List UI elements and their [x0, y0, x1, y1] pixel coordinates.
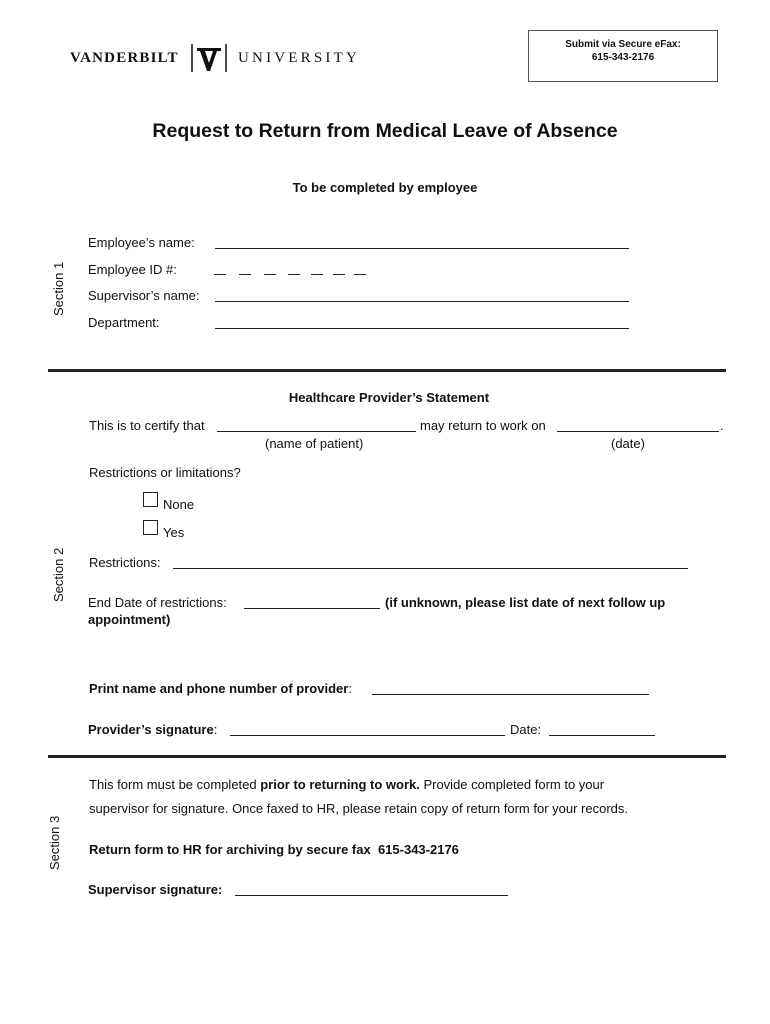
fax-info-box [528, 30, 718, 82]
employee-id-digit[interactable] [288, 274, 300, 275]
print-name-label-group [89, 681, 352, 696]
employee-id-digit[interactable] [354, 274, 366, 275]
none-option-label: None [163, 497, 195, 512]
supervisor-name-label: Supervisor’s name: [88, 288, 200, 303]
restrictions-question: Restrictions or limitations? [89, 465, 241, 480]
restrictions-field[interactable] [173, 568, 688, 569]
yes-checkbox[interactable] [143, 520, 158, 535]
provider-signature-label: Provider’s signature [88, 722, 214, 737]
print-name-colon: : [348, 681, 352, 696]
department-label: Department: [88, 315, 160, 330]
instructions-line-2: supervisor for signature. Once faxed to HR, please retain copy of return form for your records. [89, 801, 629, 816]
none-checkbox[interactable] [143, 492, 158, 507]
patient-name-field[interactable] [217, 431, 416, 432]
section-divider [48, 755, 726, 758]
instructions-line-1 [89, 777, 604, 792]
employee-id-digit[interactable] [214, 274, 226, 275]
employee-id-label: Employee ID #: [88, 262, 177, 277]
signature-label-group [88, 722, 217, 737]
end-date-note-continued: appointment) [88, 612, 171, 627]
print-name-label: Print name and phone number of provider [89, 681, 349, 696]
instructions-text: This form must be completed [89, 777, 261, 792]
employee-id-digit[interactable] [239, 274, 251, 275]
end-date-note: (if unknown, please list date of next follow up [385, 595, 666, 610]
employee-name-field[interactable] [215, 248, 629, 249]
logo-text-university: UNIVERSITY [238, 50, 360, 66]
employee-id-digit[interactable] [264, 274, 276, 275]
section1-heading: To be completed by employee [292, 180, 478, 195]
end-date-label: End Date of restrictions: [88, 595, 227, 610]
section-divider [48, 369, 726, 372]
section2-heading: Healthcare Provider’s Statement [288, 390, 490, 405]
return-date-field[interactable] [557, 431, 719, 432]
section3-label: Section 3 [47, 815, 62, 870]
restrictions-label: Restrictions: [89, 555, 161, 570]
supervisor-signature-label: Supervisor signature: [88, 882, 223, 897]
fax-number: 615-343-2176 [591, 52, 655, 63]
department-field[interactable] [215, 328, 629, 329]
signature-colon: : [213, 722, 218, 737]
logo-text-vanderbilt: VANDERBILT [70, 50, 179, 66]
section2-label: Section 2 [51, 547, 66, 602]
period-text: . [720, 418, 724, 433]
instructions-text: Provide completed form to your [419, 777, 605, 792]
yes-option-label: Yes [163, 525, 185, 540]
may-return-text: may return to work on [420, 418, 546, 433]
form-title: Request to Return from Medical Leave of Absence [152, 120, 618, 142]
certify-text: This is to certify that [89, 418, 205, 433]
supervisor-name-field[interactable] [215, 301, 629, 302]
end-date-field[interactable] [244, 608, 380, 609]
return-fax-instruction: Return form to HR for archiving by secure fax 615-343-2176 [89, 842, 459, 857]
name-of-patient-caption: (name of patient) [265, 436, 364, 451]
provider-name-phone-field[interactable] [372, 694, 649, 695]
instructions-emphasis: prior to returning to work. [260, 777, 420, 792]
date-caption: (date) [611, 436, 645, 451]
employee-name-label: Employee’s name: [88, 235, 195, 250]
supervisor-signature-field[interactable] [235, 895, 508, 896]
employee-id-digit[interactable] [333, 274, 345, 275]
signature-date-field[interactable] [549, 735, 655, 736]
provider-signature-field[interactable] [230, 735, 505, 736]
section1-label: Section 1 [51, 261, 66, 316]
date-label: Date: [510, 722, 542, 737]
fax-line-1: Submit via Secure eFax: [565, 39, 681, 50]
vanderbilt-logo-icon [190, 42, 228, 74]
employee-id-digit[interactable] [311, 274, 323, 275]
